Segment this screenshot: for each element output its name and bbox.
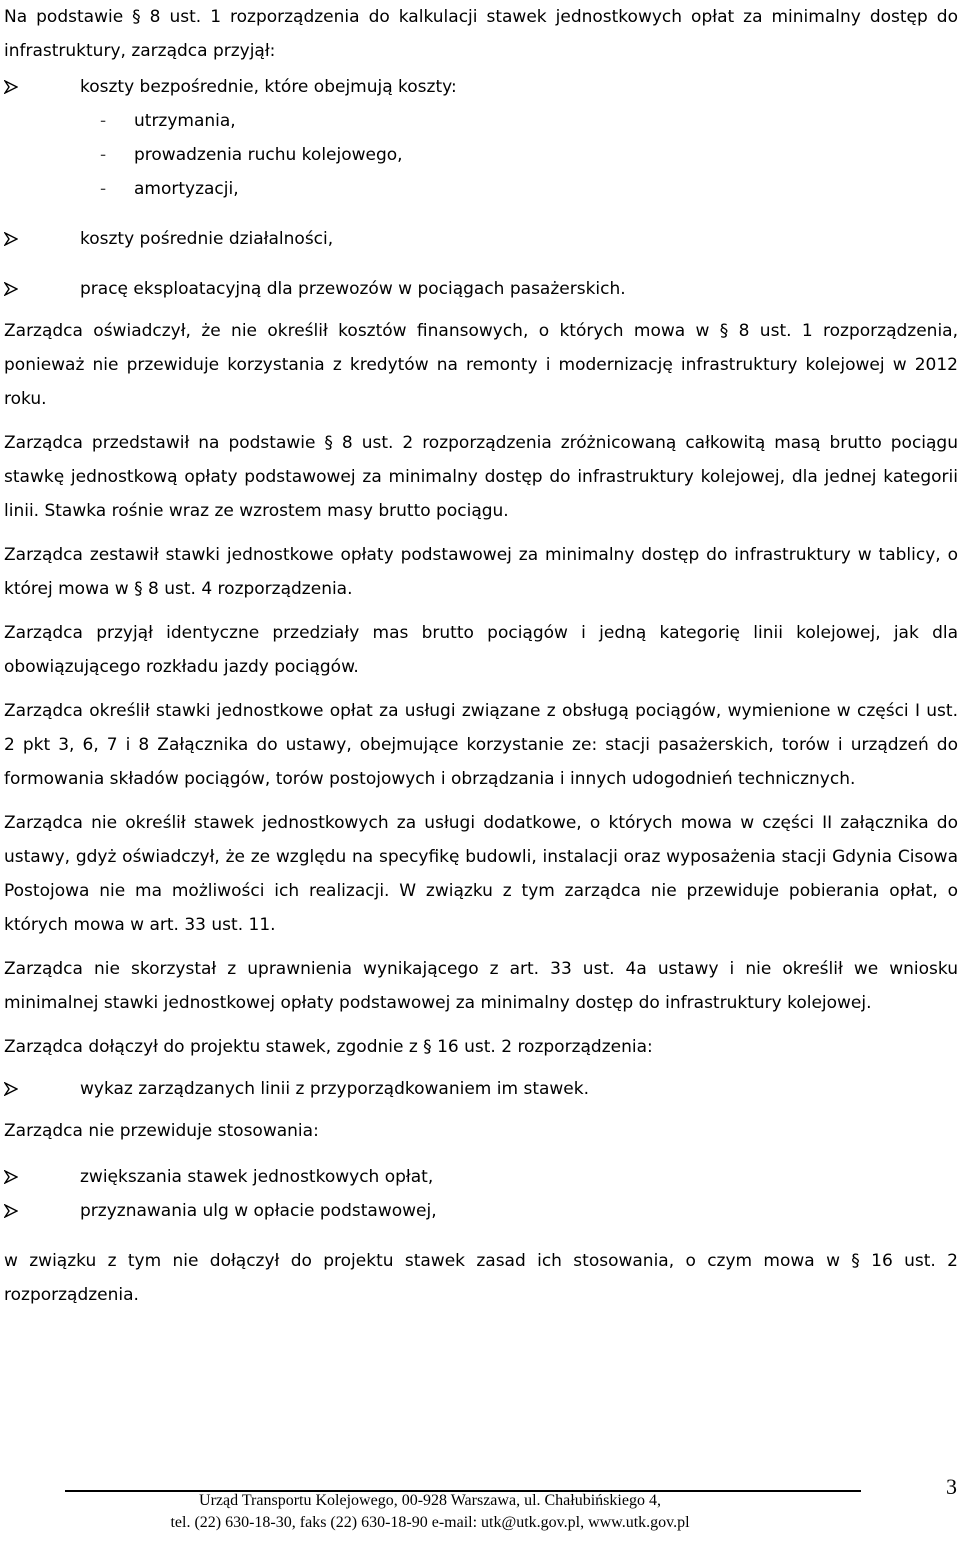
intro-paragraph: Na podstawie § 8 ust. 1 rozporządzenia do kalkulacji stawek jednostkowych opłat za minimalny dostęp do infrastruktury, zarządca przyjął: [4, 7, 958, 61]
paragraph-minimal-rate: Zarządca nie skorzystał z uprawnienia wynikającego z art. 33 ust. 4a ustawy i nie określił we wniosku minimalnej stawki jednostkowej opłaty podstawowej za minimalny dostęp do infrastruktury kolejowej. [4, 959, 958, 1013]
footer-address: Urząd Transportu Kolejowego, 00-928 Warszawa, ul. Chałubińskiego 4, [199, 1492, 661, 1509]
paragraph-intervals: Zarządca przyjął identyczne przedziały mas brutto pociągów i jedną kategorię linii kolejowej, jak dla obowiązującego rozkładu jazdy pociągów. [4, 623, 958, 677]
work-label: pracę eksploatacyjną dla przewozów w pociągach pasażerskich. [80, 279, 626, 299]
page-footer [0, 1474, 960, 1542]
arrow-bullet-icon [4, 80, 18, 94]
direct-sub-item: prowadzenia ruchu kolejowego, [134, 145, 403, 165]
list-item [4, 104, 958, 138]
list-item [4, 70, 958, 104]
arrow-bullet-icon [4, 1170, 18, 1184]
page-number: 3 [946, 1474, 957, 1499]
direct-sub-item: amortyzacji, [134, 179, 239, 199]
list-item [4, 1160, 958, 1194]
not-applied-list [4, 1160, 958, 1228]
list-item [4, 222, 958, 256]
not-applied-item: zwiększania stawek jednostkowych opłat, [80, 1167, 434, 1187]
paragraph-financial-costs: Zarządca oświadczył, że nie określił kosztów finansowych, o których mowa w § 8 ust. 1 rozporządzenia, ponieważ nie przewiduje korzystania z kredytów na remonty i modernizację infrastruktury kolejowej w 2012 roku. [4, 321, 958, 409]
attached-item: wykaz zarządzanych linii z przyporządkowaniem im stawek. [80, 1079, 590, 1099]
dash-bullet: - [100, 111, 107, 131]
attached-list [4, 1072, 958, 1106]
paragraph-not-applied: Zarządca nie przewiduje stosowania: [4, 1121, 319, 1141]
list-item [4, 172, 958, 206]
indirect-costs-label: koszty pośrednie działalności, [80, 229, 334, 249]
not-applied-item: przyznawania ulg w opłacie podstawowej, [80, 1201, 437, 1221]
cost-list [4, 70, 958, 306]
direct-costs-label: koszty bezpośrednie, które obejmują koszty: [80, 77, 457, 97]
list-item [4, 272, 958, 306]
arrow-bullet-icon [4, 232, 18, 246]
dash-bullet: - [100, 179, 107, 199]
direct-sub-item: utrzymania, [134, 111, 236, 131]
list-item [4, 1072, 958, 1106]
arrow-bullet-icon [4, 1204, 18, 1218]
paragraph-additional-services: Zarządca nie określił stawek jednostkowych za usługi dodatkowe, o których mowa w części II załącznika do ustawy, gdyż oświadczył, że ze względu na specyfikę budowli, instalacji oraz wyposażenia stacji Gdynia Cisowa Postojowa nie ma możliwości ich realizacji. W związku z tym zarządca nie przewiduje pobierania opłat, o których mowa w art. 33 ust. 11. [4, 813, 958, 935]
paragraph-closing: w związku z tym nie dołączył do projektu stawek zasad ich stosowania, o czym mowa w § 16 ust. 2 rozporządzenia. [4, 1251, 958, 1305]
paragraph-services: Zarządca określił stawki jednostkowe opłat za usługi związane z obsługą pociągów, wymienione w części I ust. 2 pkt 3, 6, 7 i 8 Załącznika do ustawy, obejmujące korzystanie ze: stacji pasażerskich, torów i urządzeń do formowania składów pociągów, torów postojowych i obrządzania i innych udogodnień technicznych. [4, 701, 958, 789]
arrow-bullet-icon [4, 1082, 18, 1096]
paragraph-attached: Zarządca dołączył do projektu stawek, zgodnie z § 16 ust. 2 rozporządzenia: [4, 1037, 653, 1057]
footer-contact: tel. (22) 630-18-30, faks (22) 630-18-90 e-mail: utk@utk.gov.pl, www.utk.gov.pl [170, 1514, 690, 1531]
dash-bullet: - [100, 145, 107, 165]
list-item [4, 1194, 958, 1228]
list-item [4, 138, 958, 172]
document-page [4, 0, 958, 1312]
paragraph-table: Zarządca zestawił stawki jednostkowe opłaty podstawowej za minimalny dostęp do infrastruktury w tablicy, o której mowa w § 8 ust. 4 rozporządzenia. [4, 545, 958, 599]
paragraph-mass-rate: Zarządca przedstawił na podstawie § 8 ust. 2 rozporządzenia zróżnicowaną całkowitą masą brutto pociągu stawkę jednostkową opłaty podstawowej za minimalny dostęp do infrastruktury kolejowej, dla jednej kategorii linii. Stawka rośnie wraz ze wzrostem masy brutto pociągu. [4, 433, 958, 521]
arrow-bullet-icon [4, 282, 18, 296]
